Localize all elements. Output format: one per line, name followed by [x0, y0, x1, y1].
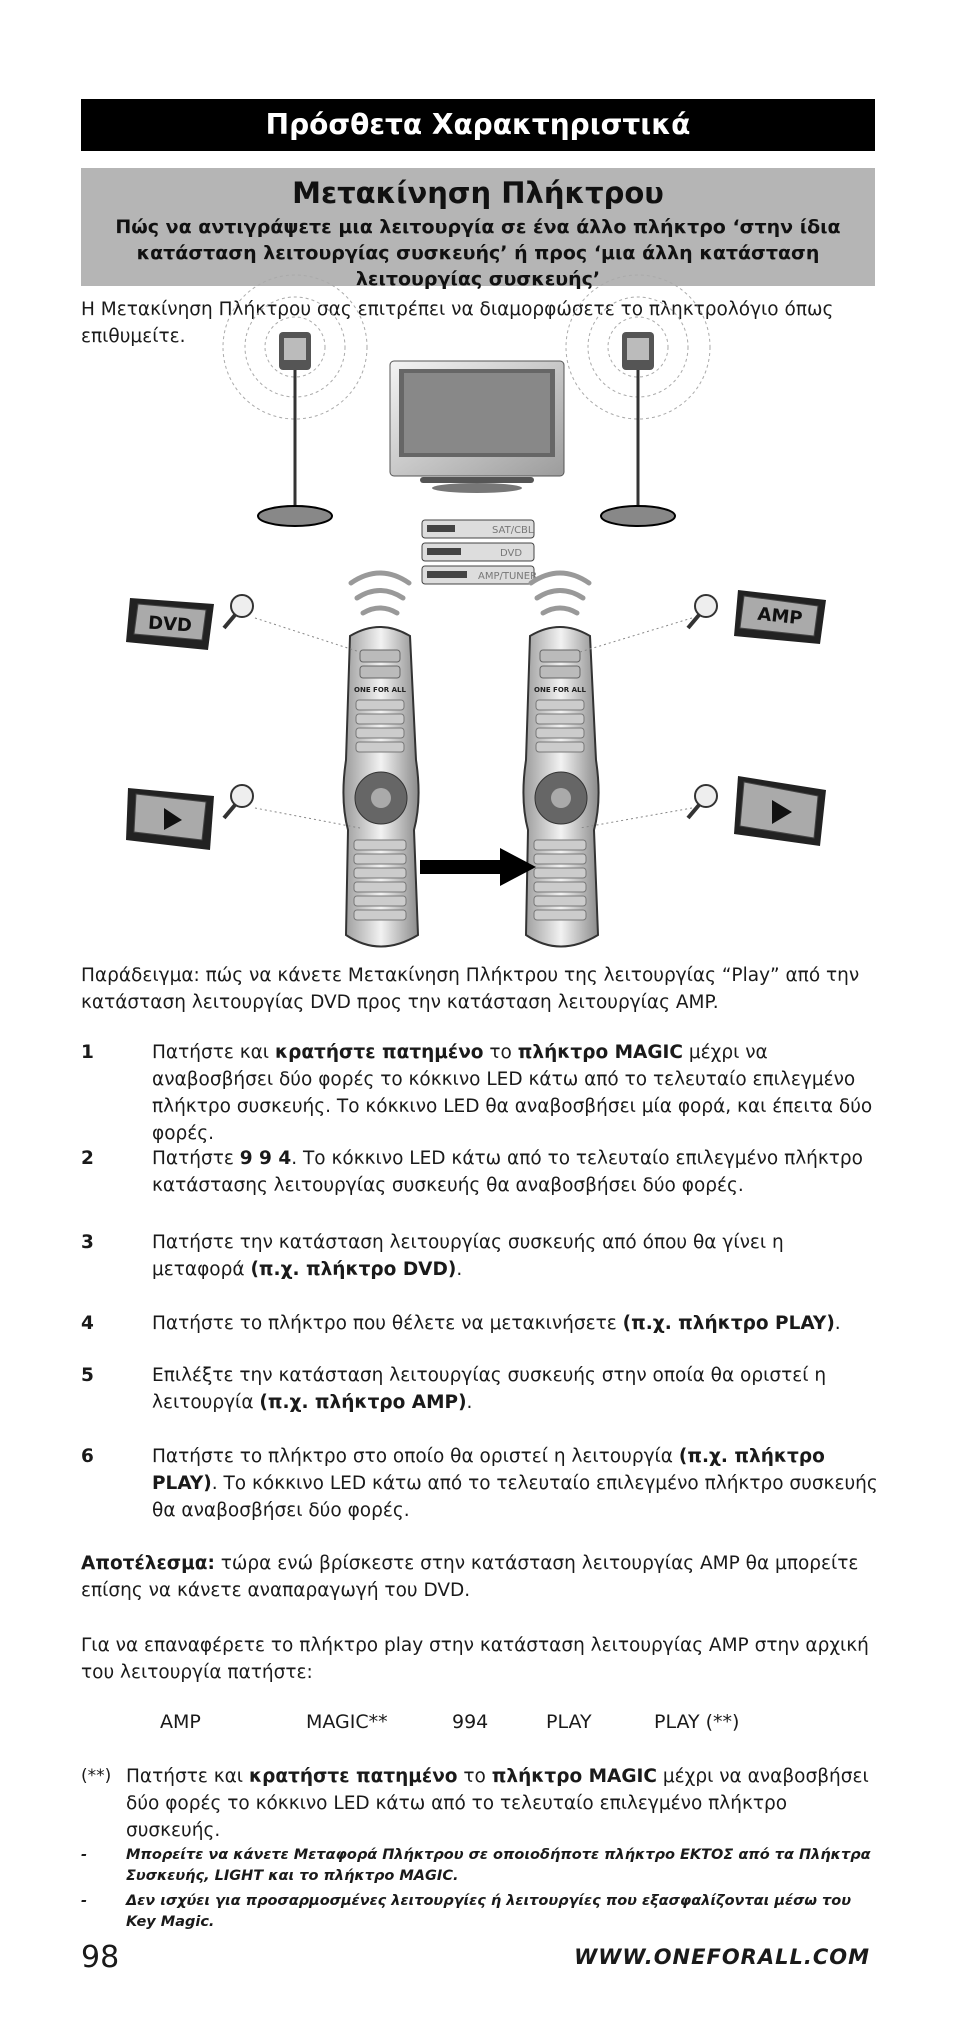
section-heading: Μετακίνηση Πλήκτρου [292, 176, 664, 210]
step-5-number: 5 [81, 1365, 94, 1386]
result-label: Αποτέλεσμα: [81, 1553, 215, 1574]
page-number: 98 [81, 1940, 120, 1975]
step-2-text: Πατήστε 9 9 4. Το κόκκινο LED κάτω από το τελευταίο επιλεγμένο πλήκτρο κατάστασης λειτουργίας συσκευής θα αναβοσβήσει δύο φορές. [152, 1148, 863, 1196]
note-1: - Μπορείτε να κάνετε Μεταφορά Πλήκτρου σε οποιοδήποτε πλήκτρο ΕΚΤΟΣ από τα Πλήκτρα Συσκευής, LIGHT και το πλήκτρο MAGIC. [81, 1847, 871, 1884]
play-key-right-zoom [734, 776, 826, 846]
magnifier-icon [224, 595, 253, 628]
right-speaker-icon [566, 275, 710, 526]
device-stack [422, 520, 537, 584]
right-remote-logo: ONE FOR ALL [534, 686, 586, 694]
result-paragraph: Αποτέλεσμα: τώρα ενώ βρίσκεστε στην κατάσταση λειτουργίας AMP θα μπορείτε επίσης να κάνετε αναπαραγωγή του DVD. [81, 1553, 859, 1601]
step-4-text: Πατήστε το πλήκτρο που θέλετε να μετακινήσετε (π.χ. πλήκτρο PLAY). [152, 1313, 841, 1334]
sequence-item: 994 [452, 1711, 489, 1733]
sequence-item: AMP [160, 1711, 201, 1733]
step-3-number: 3 [81, 1232, 94, 1253]
restore-paragraph: Για να επαναφέρετε το πλήκτρο play στην κατάσταση λειτουργίας AMP στην αρχική του λειτουργία πατήστε: [81, 1635, 869, 1683]
step-2-number: 2 [81, 1148, 94, 1169]
sequence-item: PLAY [546, 1711, 592, 1733]
step-4-number: 4 [81, 1313, 94, 1334]
sequence-item: PLAY (**) [654, 1711, 740, 1733]
tv-icon [390, 361, 564, 493]
device-label-amp: AMP/TUNER [478, 571, 538, 582]
step-1-text: Πατήστε και κρατήστε πατημένο το πλήκτρο MAGIC μέχρι να αναβοσβήσει δύο φορές το κόκκινο LED κάτω από το τελευταίο επιλεγμένο πλήκτρο συσκευής. Το κόκκινο LED θα αναβοσβήσει μία φορά, και έπειτα δύο φορές. [152, 1042, 873, 1144]
dvd-key-zoom [126, 598, 214, 650]
left-remote-icon [343, 627, 418, 947]
key-mover-illustration [0, 0, 954, 960]
transfer-arrow-icon [420, 848, 536, 886]
intro-paragraph: Η Μετακίνηση Πλήκτρου σας επιτρέπει να διαμορφώσετε το πληκτρολόγιο όπως επιθυμείτε. [81, 299, 834, 347]
website-url[interactable]: WWW.ONEFORALL.COM [574, 1945, 870, 1969]
page-header-title: Πρόσθετα Χαρακτηριστικά [265, 108, 691, 141]
step-6-number: 6 [81, 1446, 94, 1467]
note-2: - Δεν ισχύει για προσαρμοσμένες λειτουργίες ή λειτουργίες που εξασφαλίζονται μέσω του Key Magic. [81, 1893, 852, 1930]
left-speaker-icon [223, 275, 367, 526]
play-key-left-zoom [126, 788, 214, 850]
step-6-text: Πατήστε το πλήκτρο στο οποίο θα οριστεί η λειτουργία (π.χ. πλήκτρο PLAY). Το κόκκινο LED κάτω από το τελευταίο επιλεγμένο πλήκτρο συσκευής θα αναβοσβήσει δύο φορές. [152, 1446, 878, 1521]
amp-key-label: AMP [756, 603, 804, 630]
step-3-text: Πατήστε την κατάσταση λειτουργίας συσκευής από όπου θα γίνει η μεταφορά (π.χ. πλήκτρο DVD). [152, 1232, 784, 1280]
footnote-text: Πατήστε και κρατήστε πατημένο το πλήκτρο MAGIC μέχρι να αναβοσβήσει δύο φορές το κόκκινο LED κάτω από το τελευταίο επιλεγμένο πλήκτρο συσκευής. [126, 1766, 869, 1841]
step-5-text: Επιλέξτε την κατάσταση λειτουργίας συσκευής στην οποία θα οριστεί η λειτουργία (π.χ. πλήκτρο AMP). [152, 1365, 827, 1413]
device-label-sat: SAT/CBL [492, 525, 534, 536]
example-paragraph: Παράδειγμα: πώς να κάνετε Μετακίνηση Πλήκτρου της λειτουργίας “Play” από την κατάσταση λειτουργίας DVD προς την κατάσταση λειτουργίας AMP. [81, 965, 860, 1013]
section-subheading: Πώς να αντιγράψετε μια λειτουργία σε ένα άλλο πλήκτρο ‘στην ίδια κατάσταση λειτουργίας συσκευής’ ή προς ‘μια άλλη κατάσταση λειτουργίας συσκευής’ [115, 216, 841, 290]
dvd-key-label: DVD [147, 612, 193, 637]
step-1-number: 1 [81, 1042, 94, 1063]
right-remote-icon [523, 627, 598, 947]
magnifier-icon [688, 595, 717, 628]
magnifier-icon [224, 785, 253, 818]
left-remote-logo: ONE FOR ALL [354, 686, 406, 694]
sequence-item: MAGIC** [306, 1711, 388, 1733]
amp-key-zoom [734, 590, 826, 644]
leader-lines [255, 618, 692, 828]
footnote-mark: (**) [81, 1766, 112, 1786]
device-label-dvd: DVD [500, 548, 523, 559]
magnifier-icon [688, 785, 717, 818]
